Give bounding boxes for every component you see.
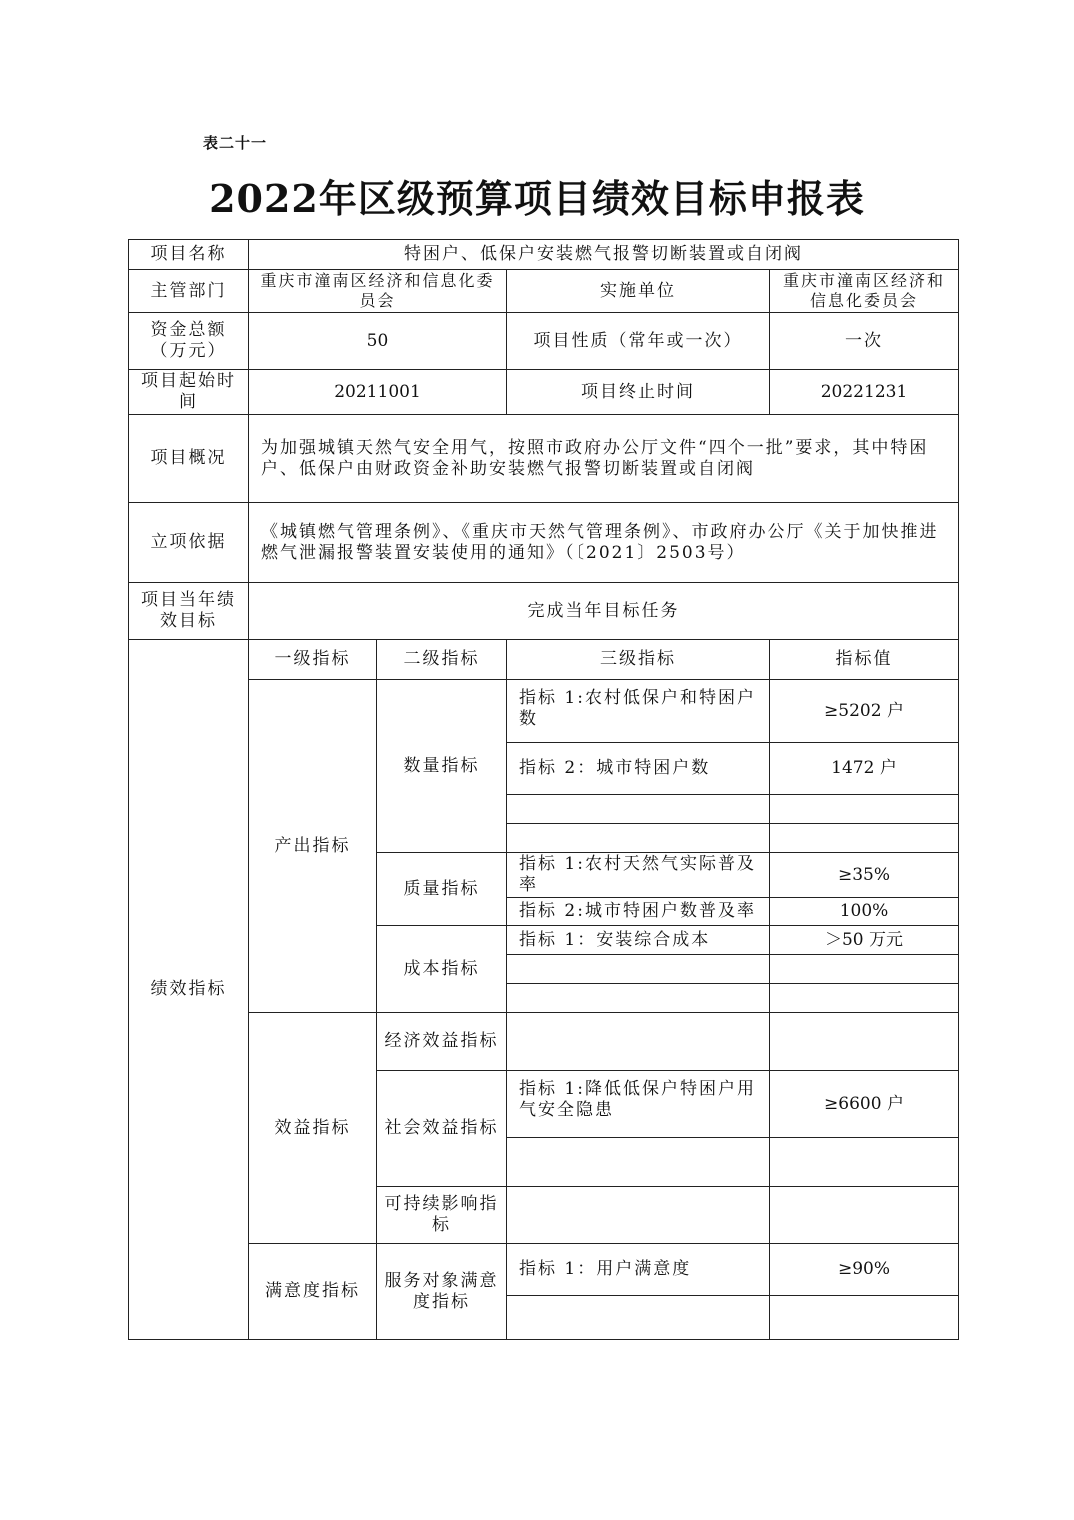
project-name-value: 特困户、低保户安装燃气报警切断装置或自闭阀: [249, 240, 959, 270]
project-name-label: 项目名称: [129, 240, 249, 270]
empty-cell: [507, 1296, 770, 1340]
social-benefit-label: 社会效益指标: [377, 1071, 507, 1187]
empty-cell: [770, 1296, 959, 1340]
quantity-indicator-label: 数量指标: [377, 680, 507, 853]
funds-label: 资金总额（万元）: [129, 313, 249, 370]
table-row: [129, 1013, 959, 1071]
header-value: 指标值: [770, 640, 959, 680]
quality-item-1-value: ≥35%: [770, 853, 959, 898]
cost-item-1-value: ＞50 万元: [770, 926, 959, 955]
satisfaction-item-1-value: ≥90%: [770, 1244, 959, 1296]
quantity-item-1-name: 指标 1:农村低保户和特困户数: [507, 680, 770, 743]
annual-goal-value: 完成当年目标任务: [249, 583, 959, 640]
service-satisfaction-label: 服务对象满意度指标: [377, 1244, 507, 1340]
end-time-value: 20221231: [770, 370, 959, 415]
overview-label: 项目概况: [129, 415, 249, 503]
empty-cell: [770, 795, 959, 824]
satisfaction-indicator-label: 满意度指标: [249, 1244, 377, 1340]
economic-benefit-label: 经济效益指标: [377, 1013, 507, 1071]
empty-cell: [770, 824, 959, 853]
row-project-name: [129, 240, 959, 270]
social-item-1-value: ≥6600 户: [770, 1071, 959, 1138]
quantity-item-1-value: ≥5202 户: [770, 680, 959, 743]
output-indicator-label: 产出指标: [249, 680, 377, 1013]
empty-cell: [770, 1187, 959, 1244]
row-department: [129, 270, 959, 313]
implementing-unit-label: 实施单位: [507, 270, 770, 313]
empty-cell: [507, 1138, 770, 1187]
indicators-label: 绩效指标: [129, 640, 249, 1340]
social-item-1-name: 指标 1:降低低保户特困户用气安全隐患: [507, 1071, 770, 1138]
empty-cell: [507, 824, 770, 853]
quantity-item-2-name: 指标 2：城市特困户数: [507, 743, 770, 795]
overview-text: [249, 415, 959, 503]
basis-paragraph: 《城镇燃气管理条例》、《重庆市天然气管理条例》、市政府办公厅《关于加快推进燃气泄漏报警装置安装使用的通知》（〔2021〕2503号）: [261, 521, 939, 563]
benefit-indicator-label: 效益指标: [249, 1013, 377, 1244]
indicator-header-row: [129, 640, 959, 680]
start-time-label: 项目起始时间: [129, 370, 249, 415]
quality-item-2-value: 100%: [770, 898, 959, 926]
basis-label: 立项依据: [129, 503, 249, 583]
header-level1: 一级指标: [249, 640, 377, 680]
table-row: [129, 1244, 959, 1296]
empty-cell: [507, 1013, 770, 1071]
empty-cell: [770, 1013, 959, 1071]
funds-value: 50: [249, 313, 507, 370]
empty-cell: [507, 984, 770, 1013]
empty-cell: [507, 955, 770, 984]
quality-indicator-label: 质量指标: [377, 853, 507, 926]
department-value: 重庆市潼南区经济和信息化委员会: [249, 270, 507, 313]
project-nature-value: 一次: [770, 313, 959, 370]
table-row: [129, 680, 959, 743]
basis-text: [249, 503, 959, 583]
row-annual-goal: [129, 583, 959, 640]
satisfaction-item-1-name: 指标 1：用户满意度: [507, 1244, 770, 1296]
implementing-unit-value: 重庆市潼南区经济和信息化委员会: [770, 270, 959, 313]
quantity-item-2-value: 1472 户: [770, 743, 959, 795]
sustainable-impact-label: 可持续影响指标: [377, 1187, 507, 1244]
table-number: 表二十一: [203, 134, 268, 152]
empty-cell: [770, 1138, 959, 1187]
quality-item-2-name: 指标 2:城市特困户数普及率: [507, 898, 770, 926]
document-title: 2022年区级预算项目绩效目标申报表: [209, 176, 865, 221]
empty-cell: [770, 984, 959, 1013]
quality-item-1-name: 指标 1:农村天然气实际普及率: [507, 853, 770, 898]
row-basis: [129, 503, 959, 583]
empty-cell: [770, 955, 959, 984]
cost-item-1-name: 指标 1：安装综合成本: [507, 926, 770, 955]
performance-target-form: [128, 239, 959, 1340]
empty-cell: [507, 1187, 770, 1244]
project-nature-label: 项目性质（常年或一次）: [507, 313, 770, 370]
row-period: [129, 370, 959, 415]
department-label: 主管部门: [129, 270, 249, 313]
overview-paragraph: 为加强城镇天然气安全用气，按照市政府办公厅文件“四个一批”要求，其中特困户、低保户由财政资金补助安装燃气报警切断装置或自闭阀: [261, 437, 929, 479]
annual-goal-label: 项目当年绩效目标: [129, 583, 249, 640]
start-time-value: 20211001: [249, 370, 507, 415]
header-level3: 三级指标: [507, 640, 770, 680]
header-level2: 二级指标: [377, 640, 507, 680]
row-funds: [129, 313, 959, 370]
row-overview: [129, 415, 959, 503]
cost-indicator-label: 成本指标: [377, 926, 507, 1013]
empty-cell: [507, 795, 770, 824]
end-time-label: 项目终止时间: [507, 370, 770, 415]
